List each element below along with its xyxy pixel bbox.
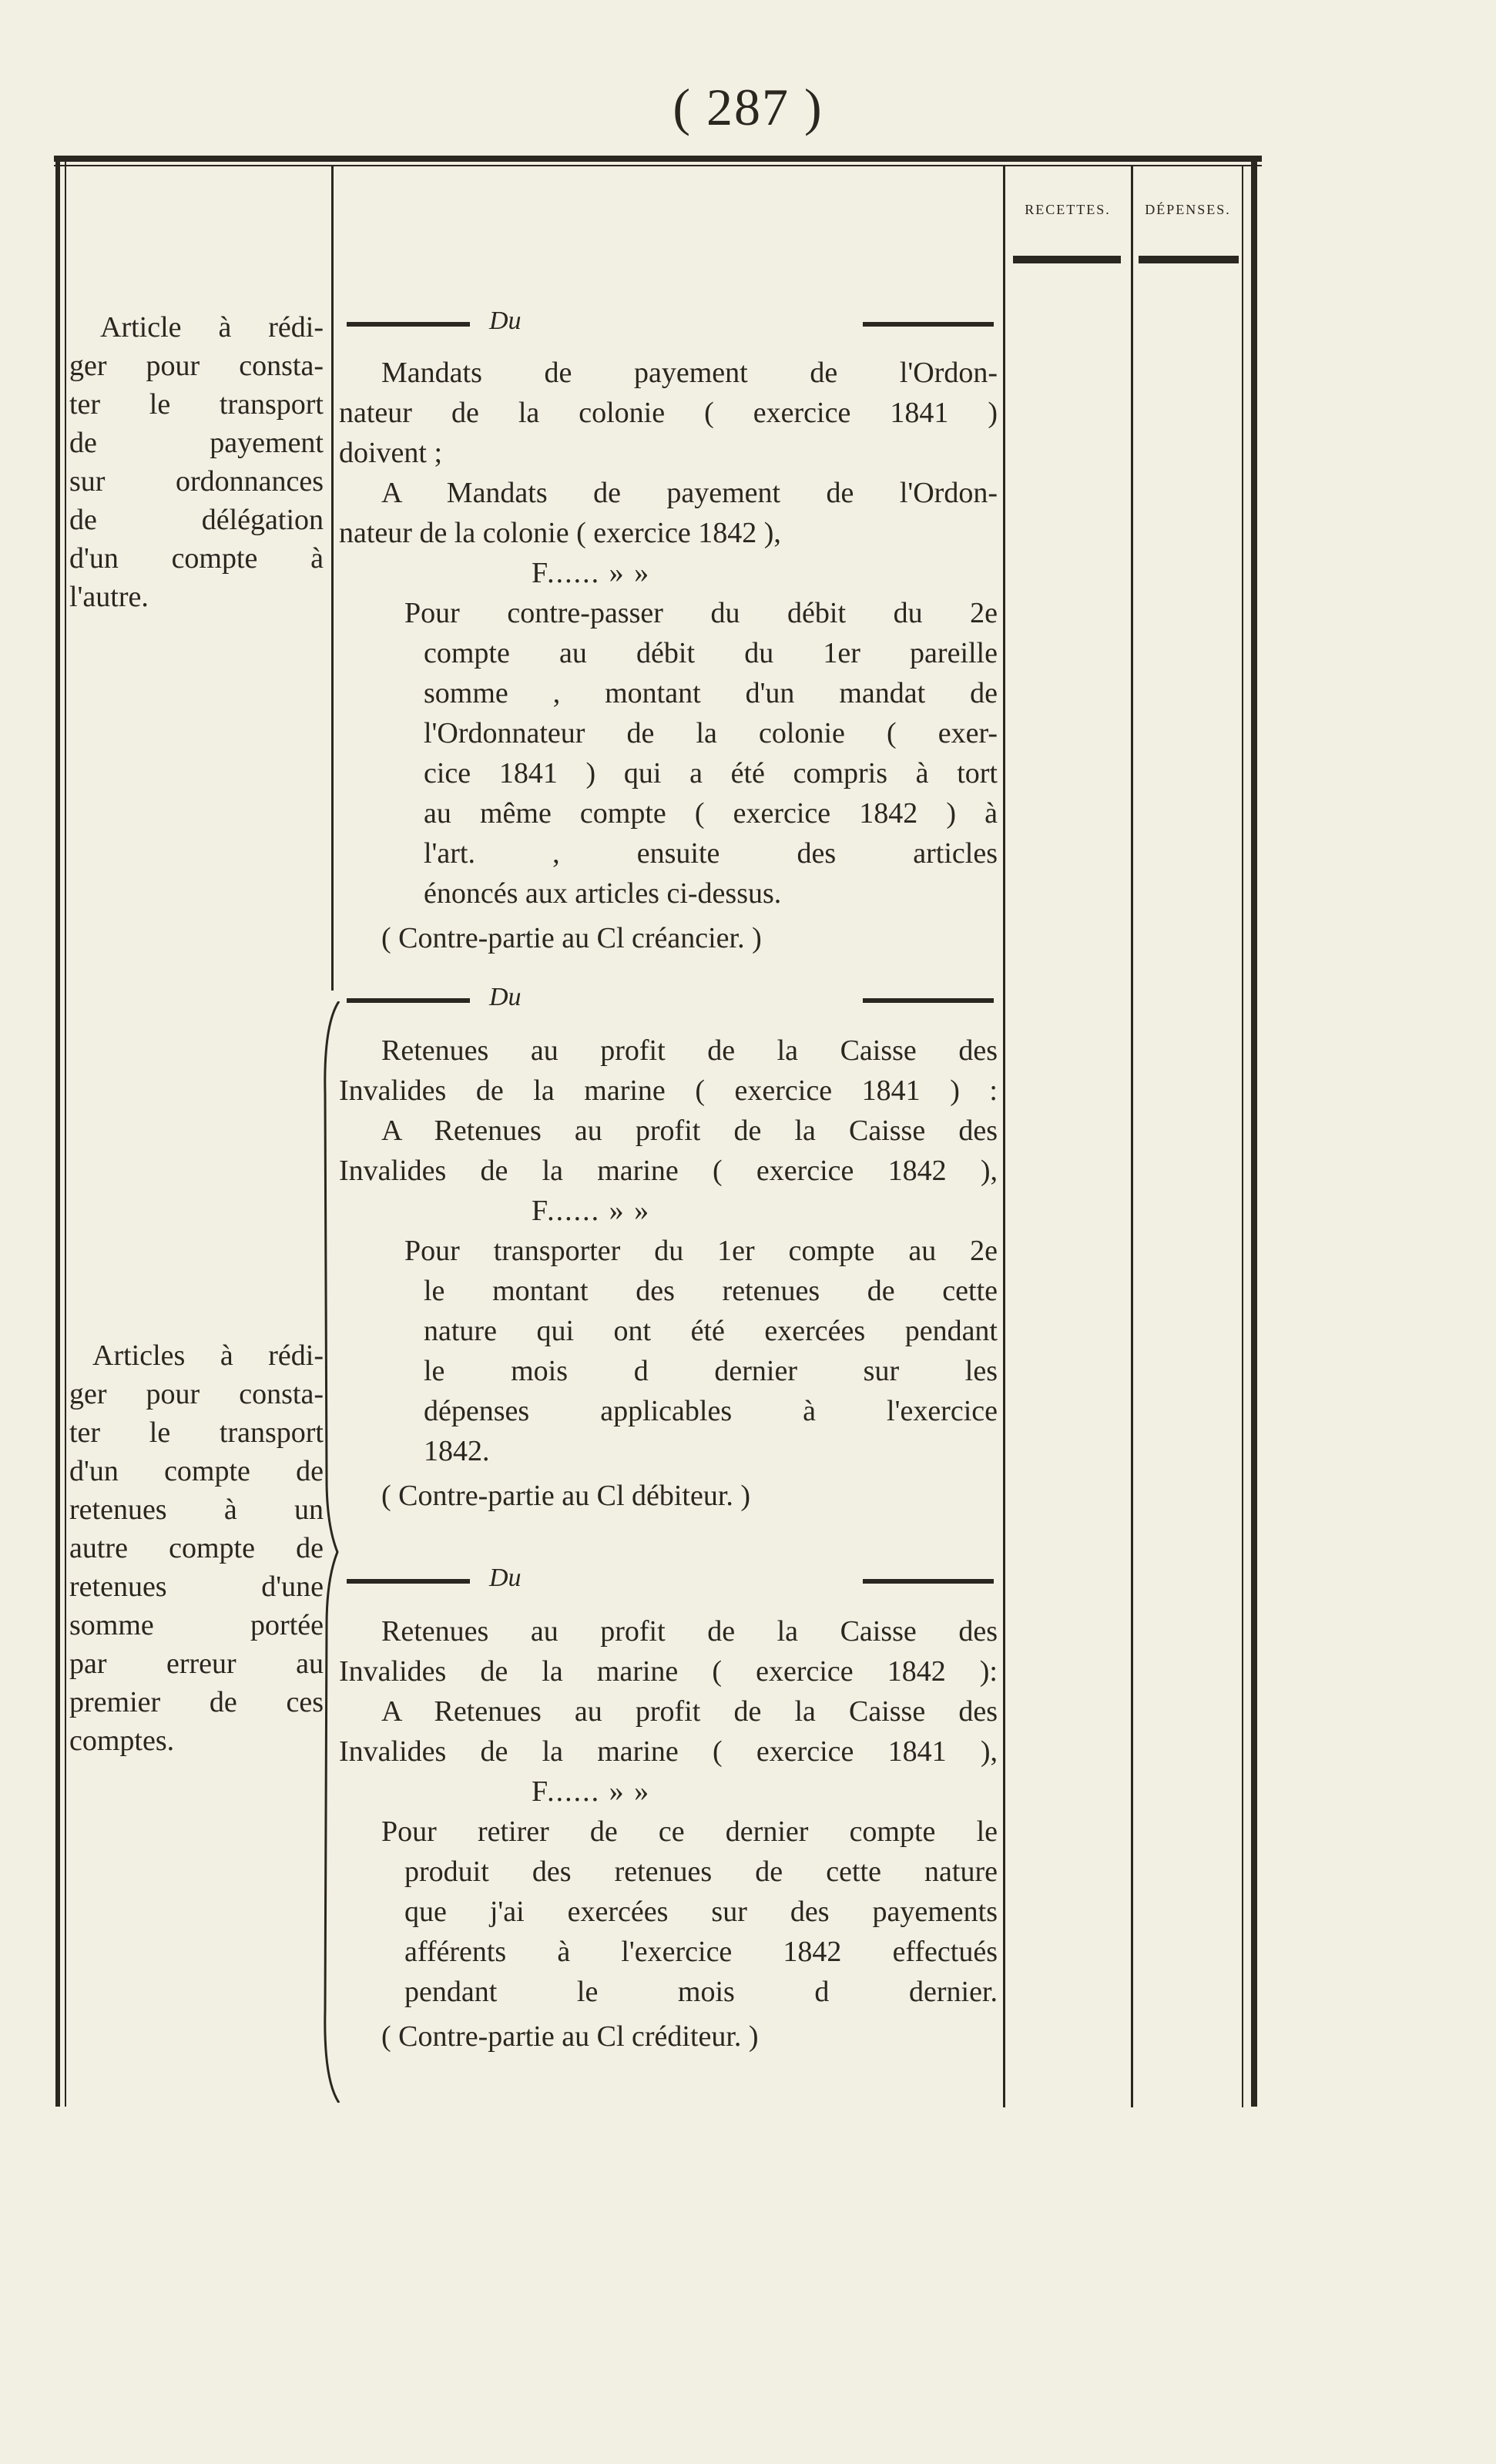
entry-line: Pour retirer de ce dernier compte le [381,1815,998,1848]
entry-line: produit des retenues de cette nature [404,1856,998,1888]
depenses-column-rule [1139,256,1239,263]
entry-3-header [339,1564,994,1594]
left-border-thin [65,158,66,2107]
entry-line: pendant le mois d dernier. [404,1976,998,2008]
header-rule-left [347,998,470,1003]
margin-note-line: de payement [69,427,324,459]
margin-note-line: d'un compte de [69,1455,324,1487]
entry-line: Invalides de la marine ( exercice 1841 ) : [339,1074,998,1107]
entry-line: l'art. , ensuite des articles [424,837,998,870]
entry-line: somme , montant d'un mandat de [424,677,998,709]
du-label: Du [489,1564,522,1592]
entry-line: doivent ; [339,437,443,469]
du-label: Du [489,307,522,335]
entry-line: A Retenues au profit de la Caisse des [381,1115,998,1147]
margin-note-line: ger pour consta- [69,1378,324,1410]
entry-line: ( Contre-partie au Cl créancier. ) [381,922,762,954]
entry-line: énoncés aux articles ci-dessus. [424,877,782,910]
entry-line: F...... » » [532,1195,651,1227]
margin-note-1 [69,308,324,616]
margin-note-line: comptes. [69,1725,175,1757]
entry-line: A Mandats de payement de l'Ordon- [381,477,998,509]
page-number: ( 287 ) [673,78,823,136]
entry-line: compte au débit du 1er pareille [424,637,998,669]
entry-line: Retenues au profit de la Caisse des [381,1034,998,1067]
journal-entry-1 [339,353,998,958]
header-rule-right [863,322,994,327]
entry-2-header [339,983,994,1014]
margin-note-line: de délégation [69,504,324,536]
entry-1-header [339,307,994,337]
recettes-column-rule [1013,256,1121,263]
entry-line: F...... » » [532,1775,651,1808]
margin-note-line: d'un compte à [69,542,324,575]
margin-note-line: l'autre. [69,581,149,613]
entry-line: dépenses applicables à l'exercice [424,1395,998,1427]
right-border [1251,158,1257,2107]
du-label: Du [489,983,522,1011]
entry-line: ( Contre-partie au Cl débiteur. ) [381,1480,751,1512]
journal-entry-3 [339,1611,998,2057]
entry-line: A Retenues au profit de la Caisse des [381,1695,998,1728]
table-top-thin-rule [54,165,1262,166]
entry-line: ( Contre-partie au Cl créditeur. ) [381,2020,759,2053]
entry-line: Invalides de la marine ( exercice 1842 ): [339,1655,998,1688]
entry-line: l'Ordonnateur de la colonie ( exer- [424,717,998,749]
table-top-rule [54,156,1262,162]
margin-note-line: ger pour consta- [69,350,324,382]
entry-line: nature qui ont été exercées pendant [424,1315,998,1347]
entry-line: F...... » » [532,557,651,589]
recettes-column-header: RECETTES. [1025,202,1111,217]
header-rule-right [863,1579,994,1584]
entry-line: Pour transporter du 1er compte au 2e [404,1235,998,1267]
entry-line: 1842. [424,1435,490,1467]
entry-line: nateur de la colonie ( exercice 1842 ), [339,517,781,549]
depenses-column-left [1131,166,1133,2107]
margin-note-line: premier de ces [69,1686,324,1718]
notes-column-divider [331,166,334,991]
margin-note-line: ter le transport [69,388,324,421]
margin-note-2 [69,1336,324,1760]
margin-note-line: sur ordonnances [69,465,324,498]
entry-line: afférents à l'exercice 1842 effectués [404,1936,998,1968]
right-border-thin [1242,166,1243,2107]
header-rule-left [347,1579,470,1584]
entry-line: Mandats de payement de l'Ordon- [381,357,998,389]
entry-line: cice 1841 ) qui a été compris à tort [424,757,998,789]
margin-note-line: Article à rédi- [100,311,324,344]
margin-note-line: ter le transport [69,1416,324,1449]
margin-note-line: Articles à rédi- [92,1339,324,1372]
header-rule-left [347,322,470,327]
entry-line: au même compte ( exercice 1842 ) à [424,797,998,830]
entry-line: que j'ai exercées sur des payements [404,1896,998,1928]
entry-line: Invalides de la marine ( exercice 1841 ), [339,1735,998,1768]
margin-note-line: somme portée [69,1609,324,1641]
margin-note-line: par erreur au [69,1648,324,1680]
margin-note-line: autre compte de [69,1532,324,1564]
header-rule-right [863,998,994,1003]
entry-line: le mois d dernier sur les [424,1355,998,1387]
entry-line: le montant des retenues de cette [424,1275,998,1307]
left-border [55,158,60,2107]
entry-line: Retenues au profit de la Caisse des [381,1615,998,1648]
depenses-column-header: DÉPENSES. [1145,202,1231,217]
journal-entry-2 [339,1031,998,1516]
entry-line: Invalides de la marine ( exercice 1842 ), [339,1155,998,1187]
margin-note-line: retenues à un [69,1493,324,1526]
entry-line: nateur de la colonie ( exercice 1841 ) [339,397,998,429]
margin-note-line: retenues d'une [69,1571,324,1603]
recettes-column-left [1003,166,1005,2107]
entry-line: Pour contre-passer du débit du 2e [404,597,998,629]
